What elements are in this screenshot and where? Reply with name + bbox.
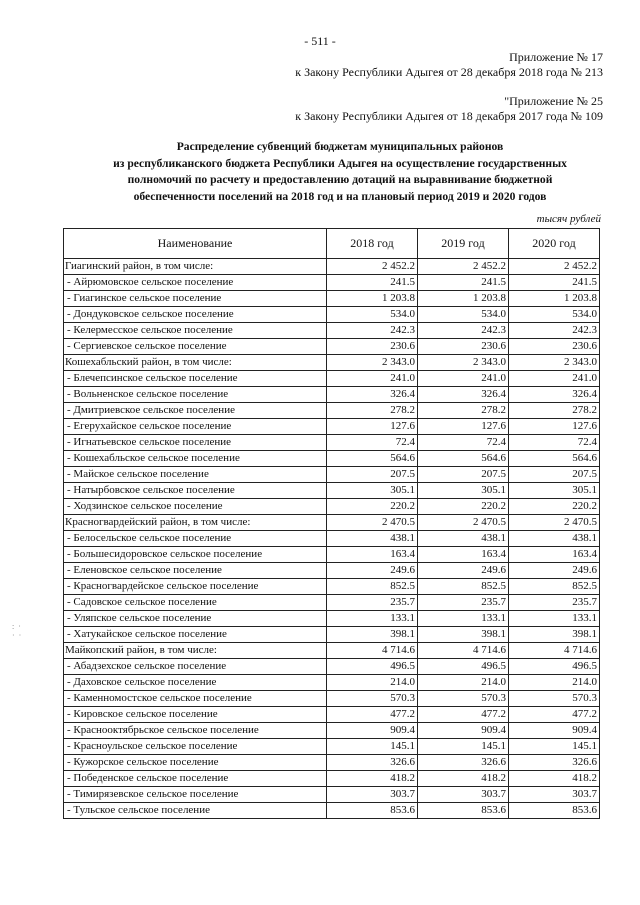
value-2018-cell: 570.3 (327, 691, 418, 707)
value-2019-cell: 398.1 (418, 627, 509, 643)
settlement-row (64, 611, 600, 627)
row-name-cell: Красногвардейский район, в том числе: (64, 515, 327, 531)
column-header-name: Наименование (64, 229, 327, 259)
value-2018-cell: 127.6 (327, 419, 418, 435)
settlement-row (64, 579, 600, 595)
value-2018-cell: 398.1 (327, 627, 418, 643)
value-2019-cell: 278.2 (418, 403, 509, 419)
value-2020-cell: 235.7 (509, 595, 600, 611)
value-2019-cell: 127.6 (418, 419, 509, 435)
row-name-cell: - Даховское сельское поселение (64, 675, 327, 691)
title-line: обеспеченности поселений на 2018 год и на плановый период 2019 и 2020 годов (133, 189, 547, 203)
value-2019-cell: 241.5 (418, 275, 509, 291)
value-2020-cell: 303.7 (509, 787, 600, 803)
value-2020-cell: 72.4 (509, 435, 600, 451)
value-2018-cell: 2 470.5 (327, 515, 418, 531)
value-2019-cell: 241.0 (418, 371, 509, 387)
row-name-cell: - Келермесское сельское поселение (64, 323, 327, 339)
value-2020-cell: 249.6 (509, 563, 600, 579)
settlement-row (64, 595, 600, 611)
settlement-row (64, 483, 600, 499)
settlement-row (64, 547, 600, 563)
value-2018-cell: 496.5 (327, 659, 418, 675)
table-body (64, 259, 600, 819)
value-2018-cell: 163.4 (327, 547, 418, 563)
row-name-cell: - Краснооктябрьское сельское поселение (64, 723, 327, 739)
settlement-row (64, 387, 600, 403)
row-name-cell: - Каменномостское сельское поселение (64, 691, 327, 707)
value-2019-cell: 220.2 (418, 499, 509, 515)
row-name-cell: - Егерухайское сельское поселение (64, 419, 327, 435)
settlement-row (64, 531, 600, 547)
value-2018-cell: 853.6 (327, 803, 418, 819)
value-2020-cell: 534.0 (509, 307, 600, 323)
value-2020-cell: 305.1 (509, 483, 600, 499)
appendix-current-number: Приложение № 17 (509, 50, 603, 64)
appendix-current (295, 50, 603, 80)
value-2020-cell: 852.5 (509, 579, 600, 595)
value-2018-cell: 4 714.6 (327, 643, 418, 659)
value-2019-cell: 564.6 (418, 451, 509, 467)
scan-mark: : · · · (12, 622, 23, 640)
value-2020-cell: 278.2 (509, 403, 600, 419)
value-2018-cell: 305.1 (327, 483, 418, 499)
row-name-cell: - Игнатьевское сельское поселение (64, 435, 327, 451)
units-label: тысяч рублей (536, 213, 601, 225)
settlement-row (64, 691, 600, 707)
district-row (64, 259, 600, 275)
title-line: Распределение субвенций бюджетам муниципальных районов (176, 140, 504, 153)
value-2020-cell: 496.5 (509, 659, 600, 675)
value-2020-cell: 418.2 (509, 771, 600, 787)
value-2018-cell: 230.6 (327, 339, 418, 355)
value-2019-cell: 326.6 (418, 755, 509, 771)
value-2020-cell: 230.6 (509, 339, 600, 355)
table-header-row (64, 229, 600, 259)
row-name-cell: - Тульское сельское поселение (64, 803, 327, 819)
value-2019-cell: 852.5 (418, 579, 509, 595)
row-name-cell: - Тимирязевское сельское поселение (64, 787, 327, 803)
value-2019-cell: 230.6 (418, 339, 509, 355)
value-2019-cell: 207.5 (418, 467, 509, 483)
row-name-cell: - Дондуковское сельское поселение (64, 307, 327, 323)
row-name-cell: - Блечепсинское сельское поселение (64, 371, 327, 387)
settlement-row (64, 339, 600, 355)
value-2020-cell: 853.6 (509, 803, 600, 819)
subsidy-table (63, 228, 600, 819)
value-2019-cell: 242.3 (418, 323, 509, 339)
row-name-cell: - Кировское сельское поселение (64, 707, 327, 723)
row-name-cell: - Ходзинское сельское поселение (64, 499, 327, 515)
value-2018-cell: 220.2 (327, 499, 418, 515)
settlement-row (64, 675, 600, 691)
value-2018-cell: 133.1 (327, 611, 418, 627)
settlement-row (64, 467, 600, 483)
row-name-cell: Кошехабльский район, в том числе: (64, 355, 327, 371)
row-name-cell: - Айрюмовское сельское поселение (64, 275, 327, 291)
value-2018-cell: 241.5 (327, 275, 418, 291)
row-name-cell: - Еленовское сельское поселение (64, 563, 327, 579)
row-name-cell: - Хатукайское сельское поселение (64, 627, 327, 643)
value-2018-cell: 214.0 (327, 675, 418, 691)
settlement-row (64, 419, 600, 435)
row-name-cell: - Кошехабльское сельское поселение (64, 451, 327, 467)
settlement-row (64, 307, 600, 323)
row-name-cell: - Сергиевское сельское поселение (64, 339, 327, 355)
value-2018-cell: 241.0 (327, 371, 418, 387)
settlement-row (64, 659, 600, 675)
value-2019-cell: 2 470.5 (418, 515, 509, 531)
row-name-cell: - Победенское сельское поселение (64, 771, 327, 787)
value-2019-cell: 72.4 (418, 435, 509, 451)
column-header-2019: 2019 год (418, 229, 509, 259)
settlement-row (64, 435, 600, 451)
settlement-row (64, 787, 600, 803)
appendix-current-law: к Закону Республики Адыгея от 28 декабря 2018 года № 213 (295, 65, 603, 79)
value-2019-cell: 326.4 (418, 387, 509, 403)
value-2018-cell: 418.2 (327, 771, 418, 787)
settlement-row (64, 707, 600, 723)
settlement-row (64, 291, 600, 307)
value-2020-cell: 2 452.2 (509, 259, 600, 275)
row-name-cell: - Майское сельское поселение (64, 467, 327, 483)
row-name-cell: - Красноульское сельское поселение (64, 739, 327, 755)
row-name-cell: - Натырбовское сельское поселение (64, 483, 327, 499)
row-name-cell: Гиагинский район, в том числе: (64, 259, 327, 275)
value-2019-cell: 909.4 (418, 723, 509, 739)
value-2020-cell: 145.1 (509, 739, 600, 755)
value-2019-cell: 163.4 (418, 547, 509, 563)
value-2020-cell: 163.4 (509, 547, 600, 563)
value-2018-cell: 145.1 (327, 739, 418, 755)
value-2020-cell: 1 203.8 (509, 291, 600, 307)
value-2019-cell: 133.1 (418, 611, 509, 627)
settlement-row (64, 739, 600, 755)
value-2020-cell: 4 714.6 (509, 643, 600, 659)
row-name-cell: - Абадзехское сельское поселение (64, 659, 327, 675)
value-2018-cell: 249.6 (327, 563, 418, 579)
row-name-cell: - Садовское сельское поселение (64, 595, 327, 611)
district-row (64, 355, 600, 371)
value-2020-cell: 909.4 (509, 723, 600, 739)
settlement-row (64, 627, 600, 643)
value-2020-cell: 214.0 (509, 675, 600, 691)
district-row (64, 515, 600, 531)
value-2018-cell: 72.4 (327, 435, 418, 451)
value-2019-cell: 2 452.2 (418, 259, 509, 275)
value-2020-cell: 2 470.5 (509, 515, 600, 531)
appendix-previous-number: "Приложение № 25 (504, 94, 603, 108)
value-2019-cell: 305.1 (418, 483, 509, 499)
document-title (40, 139, 640, 205)
value-2019-cell: 214.0 (418, 675, 509, 691)
settlement-row (64, 451, 600, 467)
value-2020-cell: 326.4 (509, 387, 600, 403)
value-2019-cell: 235.7 (418, 595, 509, 611)
value-2020-cell: 438.1 (509, 531, 600, 547)
value-2020-cell: 133.1 (509, 611, 600, 627)
value-2019-cell: 534.0 (418, 307, 509, 323)
row-name-cell: - Уляпское сельское поселение (64, 611, 327, 627)
value-2018-cell: 235.7 (327, 595, 418, 611)
value-2018-cell: 909.4 (327, 723, 418, 739)
appendix-previous-law: к Закону Республики Адыгея от 18 декабря 2017 года № 109 (295, 109, 603, 123)
title-line: полномочий по расчету и предоставлению дотаций на выравнивание бюджетной (127, 173, 553, 186)
settlement-row (64, 275, 600, 291)
value-2019-cell: 303.7 (418, 787, 509, 803)
value-2020-cell: 127.6 (509, 419, 600, 435)
value-2019-cell: 496.5 (418, 659, 509, 675)
value-2019-cell: 1 203.8 (418, 291, 509, 307)
settlement-row (64, 723, 600, 739)
row-name-cell: - Большесидоровское сельское поселение (64, 547, 327, 563)
value-2019-cell: 477.2 (418, 707, 509, 723)
district-row (64, 643, 600, 659)
value-2018-cell: 564.6 (327, 451, 418, 467)
row-name-cell: - Вольненское сельское поселение (64, 387, 327, 403)
row-name-cell: - Красногвардейское сельское поселение (64, 579, 327, 595)
value-2020-cell: 207.5 (509, 467, 600, 483)
value-2019-cell: 438.1 (418, 531, 509, 547)
value-2018-cell: 242.3 (327, 323, 418, 339)
settlement-row (64, 755, 600, 771)
value-2018-cell: 303.7 (327, 787, 418, 803)
value-2019-cell: 570.3 (418, 691, 509, 707)
appendix-previous (295, 94, 603, 124)
value-2019-cell: 249.6 (418, 563, 509, 579)
value-2019-cell: 853.6 (418, 803, 509, 819)
value-2020-cell: 241.0 (509, 371, 600, 387)
row-name-cell: - Дмитриевское сельское поселение (64, 403, 327, 419)
title-line: из республиканского бюджета Республики Адыгея на осуществление государственных (113, 156, 567, 170)
value-2020-cell: 241.5 (509, 275, 600, 291)
value-2020-cell: 2 343.0 (509, 355, 600, 371)
settlement-row (64, 371, 600, 387)
value-2020-cell: 564.6 (509, 451, 600, 467)
value-2018-cell: 438.1 (327, 531, 418, 547)
row-name-cell: - Гиагинское сельское поселение (64, 291, 327, 307)
value-2018-cell: 852.5 (327, 579, 418, 595)
settlement-row (64, 323, 600, 339)
value-2019-cell: 4 714.6 (418, 643, 509, 659)
value-2018-cell: 207.5 (327, 467, 418, 483)
value-2020-cell: 570.3 (509, 691, 600, 707)
value-2018-cell: 534.0 (327, 307, 418, 323)
value-2020-cell: 398.1 (509, 627, 600, 643)
value-2020-cell: 326.6 (509, 755, 600, 771)
settlement-row (64, 563, 600, 579)
column-header-2020: 2020 год (509, 229, 600, 259)
settlement-row (64, 803, 600, 819)
row-name-cell: - Кужорское сельское поселение (64, 755, 327, 771)
column-header-2018: 2018 год (327, 229, 418, 259)
settlement-row (64, 499, 600, 515)
value-2018-cell: 2 343.0 (327, 355, 418, 371)
value-2018-cell: 326.4 (327, 387, 418, 403)
settlement-row (64, 771, 600, 787)
value-2018-cell: 1 203.8 (327, 291, 418, 307)
settlement-row (64, 403, 600, 419)
value-2020-cell: 477.2 (509, 707, 600, 723)
value-2018-cell: 2 452.2 (327, 259, 418, 275)
page-number: - 511 - (304, 34, 336, 48)
value-2020-cell: 220.2 (509, 499, 600, 515)
row-name-cell: Майкопский район, в том числе: (64, 643, 327, 659)
value-2018-cell: 326.6 (327, 755, 418, 771)
value-2019-cell: 145.1 (418, 739, 509, 755)
value-2018-cell: 278.2 (327, 403, 418, 419)
value-2019-cell: 2 343.0 (418, 355, 509, 371)
row-name-cell: - Белосельское сельское поселение (64, 531, 327, 547)
value-2018-cell: 477.2 (327, 707, 418, 723)
value-2019-cell: 418.2 (418, 771, 509, 787)
value-2020-cell: 242.3 (509, 323, 600, 339)
